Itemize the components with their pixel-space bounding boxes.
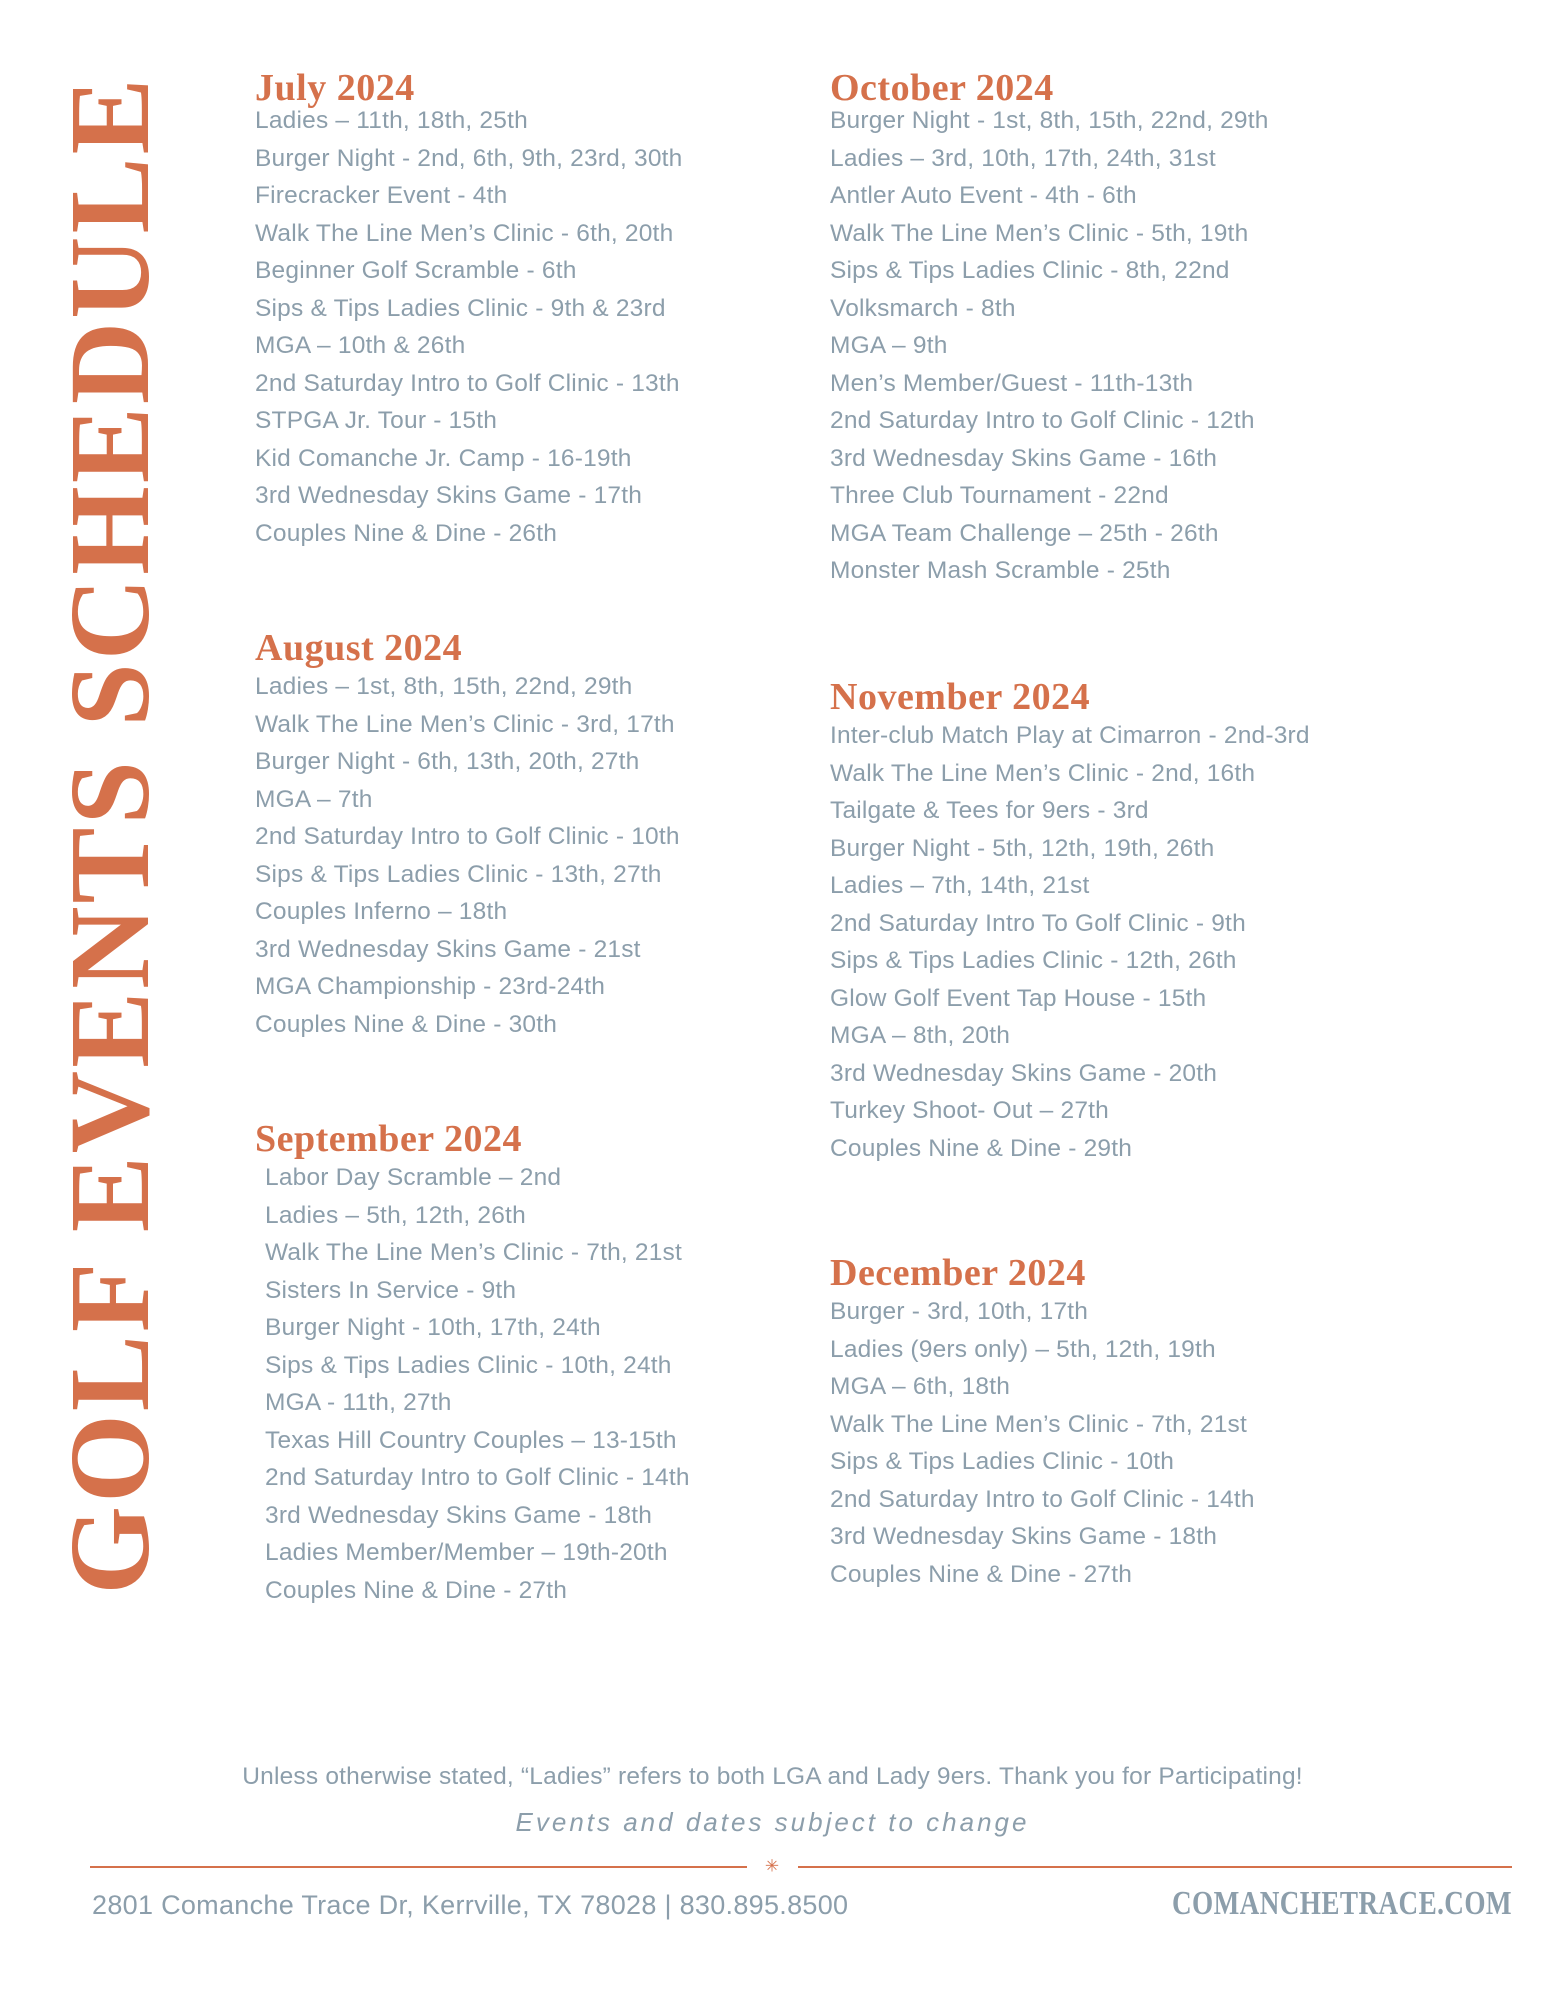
event-item: Men’s Member/Guest - 11th-13th <box>830 369 1194 397</box>
event-item: Inter-club Match Play at Cimarron - 2nd-3rd <box>830 722 1310 749</box>
event-item: Couples Nine & Dine - 26th <box>255 519 558 547</box>
event-item: Burger Night - 5th, 12th, 19th, 26th <box>830 834 1215 862</box>
event-item: Couples Inferno – 18th <box>255 898 508 925</box>
event-list <box>830 717 1310 1167</box>
event-item: Ladies (9ers only) – 5th, 12th, 19th <box>830 1335 1216 1363</box>
footer-note: Unless otherwise stated, “Ladies” refers to both LGA and Lady 9ers. Thank you for Participating! <box>242 1763 1303 1790</box>
event-item: Sips & Tips Ladies Clinic - 8th, 22nd <box>830 257 1230 284</box>
month-section-october <box>830 68 1269 590</box>
event-item: Volksmarch - 8th <box>830 294 1016 322</box>
event-item: MGA - 11th, 27th <box>265 1389 452 1416</box>
event-item: Glow Golf Event Tap House - 15th <box>830 984 1207 1012</box>
event-item: MGA Championship - 23rd-24th <box>255 973 606 1000</box>
event-item: 3rd Wednesday Skins Game - 18th <box>265 1501 653 1529</box>
event-item: Three Club Tournament - 22nd <box>830 482 1169 509</box>
event-item: Walk The Line Men’s Clinic - 7th, 21st <box>830 1410 1248 1438</box>
event-item: STPGA Jr. Tour - 15th <box>255 407 498 434</box>
event-item: 3rd Wednesday Skins Game - 17th <box>255 482 643 509</box>
event-item: Couples Nine & Dine - 29th <box>830 1134 1133 1162</box>
event-list <box>255 668 680 1043</box>
event-item: Walk The Line Men’s Clinic - 7th, 21st <box>265 1239 683 1266</box>
event-item: 3rd Wednesday Skins Game - 16th <box>830 444 1218 472</box>
month-heading: October 2024 <box>830 67 1054 109</box>
event-item: Sips & Tips Ladies Clinic - 12th, 26th <box>830 947 1237 974</box>
event-item: 2nd Saturday Intro to Golf Clinic - 10th <box>255 823 680 850</box>
month-section-november <box>830 677 1310 1167</box>
event-item: Couples Nine & Dine - 30th <box>255 1010 558 1038</box>
event-item: Ladies Member/Member – 19th-20th <box>265 1539 668 1566</box>
footer-address: 2801 Comanche Trace Dr, Kerrville, TX 78028 | 830.895.8500 <box>92 1890 849 1920</box>
event-item: Labor Day Scramble – 2nd <box>265 1164 562 1191</box>
event-item: 3rd Wednesday Skins Game - 20th <box>830 1059 1218 1087</box>
month-section-december <box>830 1253 1255 1593</box>
event-list <box>830 1293 1255 1593</box>
event-item: 2nd Saturday Intro To Golf Clinic - 9th <box>830 909 1246 937</box>
footer-disclaimer: Events and dates subject to change <box>515 1807 1030 1837</box>
event-item: Kid Comanche Jr. Camp - 16-19th <box>255 444 632 472</box>
event-item: Sips & Tips Ladies Clinic - 13th, 27th <box>255 860 662 888</box>
event-item: Ladies – 3rd, 10th, 17th, 24th, 31st <box>830 144 1216 172</box>
event-item: MGA – 10th & 26th <box>255 332 466 359</box>
event-list <box>830 102 1269 590</box>
event-item: Ladies – 11th, 18th, 25th <box>255 107 528 134</box>
event-item: MGA – 7th <box>255 785 373 813</box>
month-heading: July 2024 <box>255 67 415 109</box>
event-item: Ladies – 7th, 14th, 21st <box>830 872 1090 899</box>
event-item: 3rd Wednesday Skins Game - 21st <box>255 935 641 963</box>
month-section-september <box>255 1119 690 1609</box>
page-title: GOLF EVENTS SCHEDULE <box>46 75 173 1595</box>
event-item: Walk The Line Men’s Clinic - 6th, 20th <box>255 219 674 247</box>
event-item: Couples Nine & Dine - 27th <box>265 1576 568 1604</box>
month-heading: November 2024 <box>830 676 1091 718</box>
month-heading: December 2024 <box>830 1252 1086 1294</box>
event-item: 2nd Saturday Intro to Golf Clinic - 14th <box>830 1485 1255 1513</box>
event-item: MGA – 8th, 20th <box>830 1022 1011 1049</box>
event-item: Turkey Shoot- Out – 27th <box>830 1097 1109 1124</box>
event-item: MGA Team Challenge – 25th - 26th <box>830 519 1219 547</box>
footer-website: COMANCHETRACE.COM <box>1172 1885 1512 1922</box>
event-item: Tailgate & Tees for 9ers - 3rd <box>830 797 1149 824</box>
asterisk-ornament-icon: ✳ <box>764 1856 780 1876</box>
event-item: Walk The Line Men’s Clinic - 5th, 19th <box>830 219 1249 247</box>
event-item: Sips & Tips Ladies Clinic - 9th & 23rd <box>255 294 666 322</box>
event-item: MGA – 9th <box>830 332 948 359</box>
event-item: Burger Night - 1st, 8th, 15th, 22nd, 29th <box>830 107 1269 134</box>
month-section-august <box>255 628 680 1043</box>
event-item: Monster Mash Scramble - 25th <box>830 557 1171 584</box>
month-heading: August 2024 <box>255 627 463 669</box>
event-item: 2nd Saturday Intro to Golf Clinic - 12th <box>830 407 1255 434</box>
event-item: Texas Hill Country Couples – 13-15th <box>265 1426 677 1454</box>
event-list <box>255 1159 690 1609</box>
event-item: Couples Nine & Dine - 27th <box>830 1560 1133 1588</box>
footer-divider-left <box>90 1866 747 1868</box>
event-item: Ladies – 5th, 12th, 26th <box>265 1201 526 1229</box>
event-item: Firecracker Event - 4th <box>255 182 508 209</box>
event-item: 2nd Saturday Intro to Golf Clinic - 14th <box>265 1464 690 1491</box>
month-section-july <box>255 68 682 552</box>
event-item: Burger Night - 2nd, 6th, 9th, 23rd, 30th <box>255 144 683 172</box>
event-item: Walk The Line Men’s Clinic - 3rd, 17th <box>255 710 675 738</box>
event-item: Walk The Line Men’s Clinic - 2nd, 16th <box>830 759 1256 787</box>
footer-divider-right <box>798 1866 1512 1868</box>
event-item: 2nd Saturday Intro to Golf Clinic - 13th <box>255 369 680 397</box>
event-item: Sisters In Service - 9th <box>265 1276 517 1304</box>
event-item: MGA – 6th, 18th <box>830 1373 1011 1400</box>
event-item: Burger Night - 10th, 17th, 24th <box>265 1314 601 1341</box>
event-item: Ladies – 1st, 8th, 15th, 22nd, 29th <box>255 673 633 700</box>
event-item: Burger - 3rd, 10th, 17th <box>830 1298 1089 1325</box>
event-item: Sips & Tips Ladies Clinic - 10th, 24th <box>265 1351 672 1379</box>
month-heading: September 2024 <box>255 1118 522 1160</box>
event-list <box>255 102 682 552</box>
event-item: Sips & Tips Ladies Clinic - 10th <box>830 1448 1175 1475</box>
event-item: Beginner Golf Scramble - 6th <box>255 257 577 284</box>
event-item: 3rd Wednesday Skins Game - 18th <box>830 1523 1218 1550</box>
event-item: Burger Night - 6th, 13th, 20th, 27th <box>255 748 640 775</box>
event-item: Antler Auto Event - 4th - 6th <box>830 182 1137 209</box>
